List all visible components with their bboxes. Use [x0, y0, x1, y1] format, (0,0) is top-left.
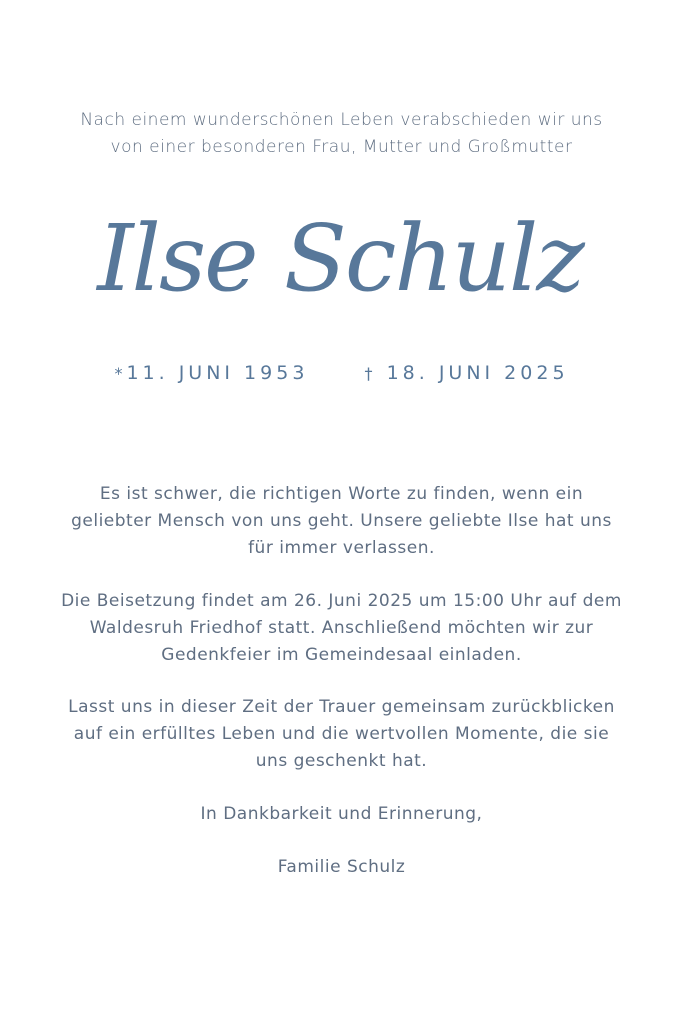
intro-text — [0, 107, 683, 161]
death-date-group — [365, 362, 569, 384]
family-signature: Familie Schulz — [277, 857, 406, 877]
life-dates — [0, 362, 683, 384]
name-svg — [90, 190, 590, 340]
paragraph-funeral-line-1: Die Beisetzung findet am 26. Juni 2025 um 15:00 Uhr auf dem — [61, 591, 622, 611]
birth-date-group — [114, 362, 308, 384]
paragraph-farewell-line-2: geliebter Mensch von uns geht. Unsere geliebte Ilse hat uns — [71, 511, 612, 531]
deceased-name-script — [90, 190, 590, 340]
death-symbol: † — [364, 364, 377, 383]
paragraph-remembrance-line-2: auf ein erfülltes Leben und die wertvollen Momente, die sie — [73, 724, 610, 744]
birth-date: 11. JUNI 1953 — [126, 362, 309, 384]
paragraph-farewell-line-1: Es ist schwer, die richtigen Worte zu finden, wenn ein — [99, 484, 584, 504]
paragraph-funeral-line-2: Waldesruh Friedhof statt. Anschließend möchten wir zur — [89, 618, 594, 638]
death-date: 18. JUNI 2025 — [386, 362, 569, 384]
paragraph-remembrance-line-1: Lasst uns in dieser Zeit der Trauer gemeinsam zurückblicken — [68, 697, 615, 717]
paragraph-farewell-line-3: für immer verlassen. — [248, 538, 435, 558]
deceased-name: Ilse Schulz — [97, 205, 583, 312]
paragraph-remembrance — [0, 694, 683, 775]
intro-line-1: Nach einem wunderschönen Leben verabschieden wir uns — [80, 110, 603, 130]
paragraph-funeral-line-3: Gedenkfeier im Gemeindesaal einladen. — [161, 645, 522, 665]
birth-symbol: * — [114, 364, 127, 383]
closing-line: In Dankbarkeit und Erinnerung, — [200, 804, 483, 824]
paragraph-funeral-details — [0, 588, 683, 669]
paragraph-remembrance-line-3: uns geschenkt hat. — [255, 751, 428, 771]
paragraph-farewell — [0, 481, 683, 562]
intro-line-2: von einer besonderen Frau, Mutter und Großmutter — [110, 137, 573, 157]
